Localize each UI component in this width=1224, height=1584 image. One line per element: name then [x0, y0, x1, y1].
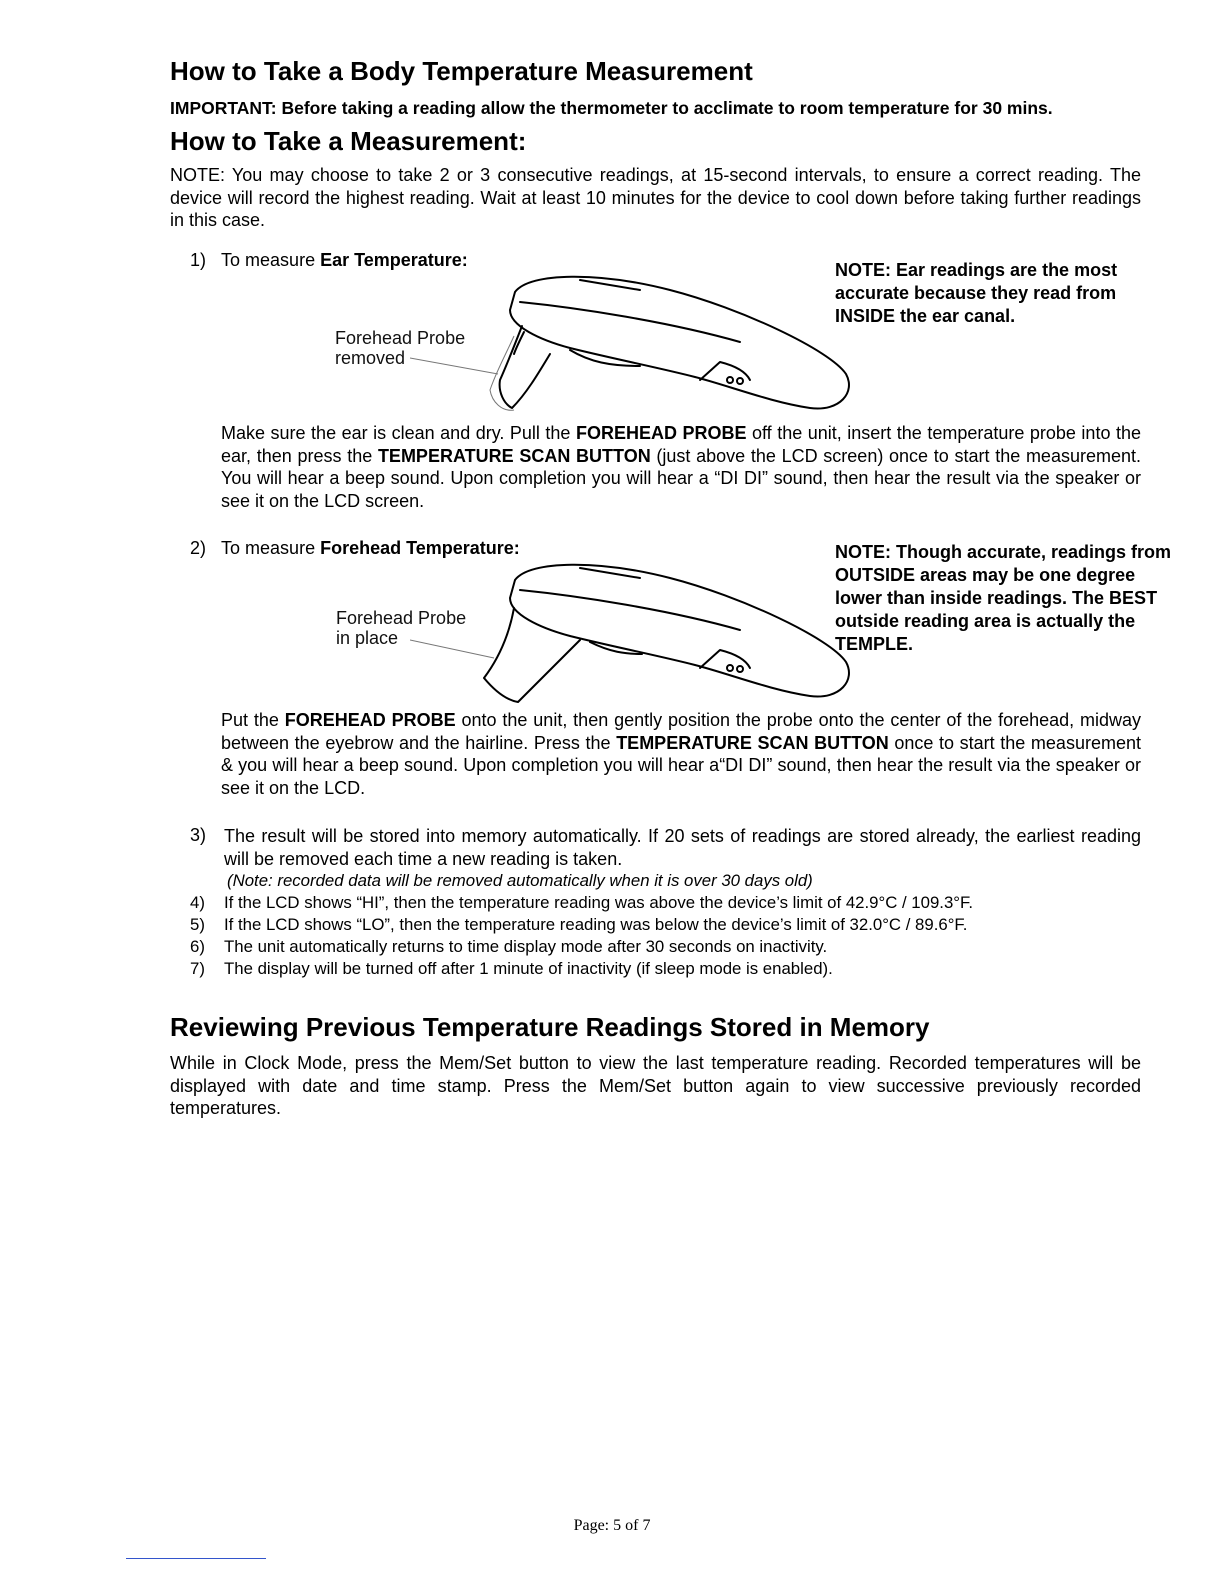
list-item: 7) The display will be turned off after 1 minute of inactivity (if sleep mode is enabled).	[190, 959, 833, 978]
list-item: 5) If the LCD shows “LO”, then the temperature reading was below the device’s limit of 32.0°C / 89.6°F.	[190, 915, 968, 934]
forehead-instructions: Put the FOREHEAD PROBE onto the unit, then gently position the probe onto the center of the forehead, midway between the eyebrow and the hairline. Press the TEMPERATURE SCAN BUTTON once to start the measurement & you will hear a beep sound. Upon completion you will hear a“DI DI” sound, then hear the result via the speaker or see it on the LCD.	[221, 710, 1142, 798]
step-1-number: 1)	[190, 250, 207, 270]
steps-list	[190, 892, 1150, 980]
step-2-number: 2)	[190, 538, 207, 558]
list-item: 6) The unit automatically returns to time display mode after 30 seconds on inactivity.	[190, 937, 828, 956]
thermometer-forehead-illustration	[410, 550, 860, 710]
important-note: IMPORTANT: Before taking a reading allow the thermometer to acclimate to room temperature for 30 mins.	[170, 98, 1053, 118]
step-1-probe-label: Forehead Probe removed	[335, 328, 466, 368]
step-3	[190, 825, 1141, 892]
step-3-note: (Note: recorded data will be removed automatically when it is over 30 days old)	[227, 871, 813, 890]
page-number: Page: 5 of 7	[573, 1517, 651, 1534]
page-title: How to Take a Body Temperature Measurement	[170, 56, 753, 86]
step-3-number: 3)	[190, 825, 207, 845]
footer-rule	[126, 1558, 266, 1559]
step-2-bold: Forehead Temperature:	[320, 538, 520, 558]
thermometer-ear-illustration	[410, 262, 860, 422]
ear-note: NOTE: Ear readings are the most accurate because they read from INSIDE the ear canal.	[835, 260, 1118, 326]
intro-note: NOTE: You may choose to take 2 or 3 consecutive readings, at 15-second intervals, to ensure a correct reading. The device will record the highest reading. Wait at least 10 minutes for the device to cool down before taking further readings in this case.	[170, 165, 1141, 230]
step-2-probe-label: Forehead Probe in place	[336, 608, 467, 648]
step-2-lead: To measure	[221, 538, 321, 558]
ear-instructions: Make sure the ear is clean and dry. Pull the FOREHEAD PROBE off the unit, insert the temperature probe into the ear, then press the TEMPERATURE SCAN BUTTON (just above the LCD screen) once to start the measurement. You will hear a beep sound. Upon completion you will hear a “DI DI” sound, then hear the result via the speaker or see it on the LCD screen.	[221, 423, 1141, 511]
list-item: 4) If the LCD shows “HI”, then the temperature reading was above the device’s limit of 42.9°C / 109.3°F.	[190, 893, 974, 912]
section-subtitle: How to Take a Measurement:	[170, 126, 527, 156]
forehead-note: NOTE: Though accurate, readings from OUTSIDE areas may be one degree lower than inside readings. The BEST outside reading area is actually the TEMPLE.	[835, 542, 1172, 654]
step-1-bold: Ear Temperature:	[320, 250, 468, 270]
memory-title: Reviewing Previous Temperature Readings Stored in Memory	[170, 1012, 930, 1042]
step-1-lead: To measure	[221, 250, 321, 270]
memory-text: While in Clock Mode, press the Mem/Set button to view the last temperature reading. Recorded temperatures will be displayed with date and time stamp. Press the Mem/Set button again to view successive previously recorded temperatures.	[170, 1053, 1141, 1118]
step-3-text: The result will be stored into memory automatically. If 20 sets of readings are stored already, the earliest reading will be removed each time a new reading is taken.	[224, 826, 1141, 869]
